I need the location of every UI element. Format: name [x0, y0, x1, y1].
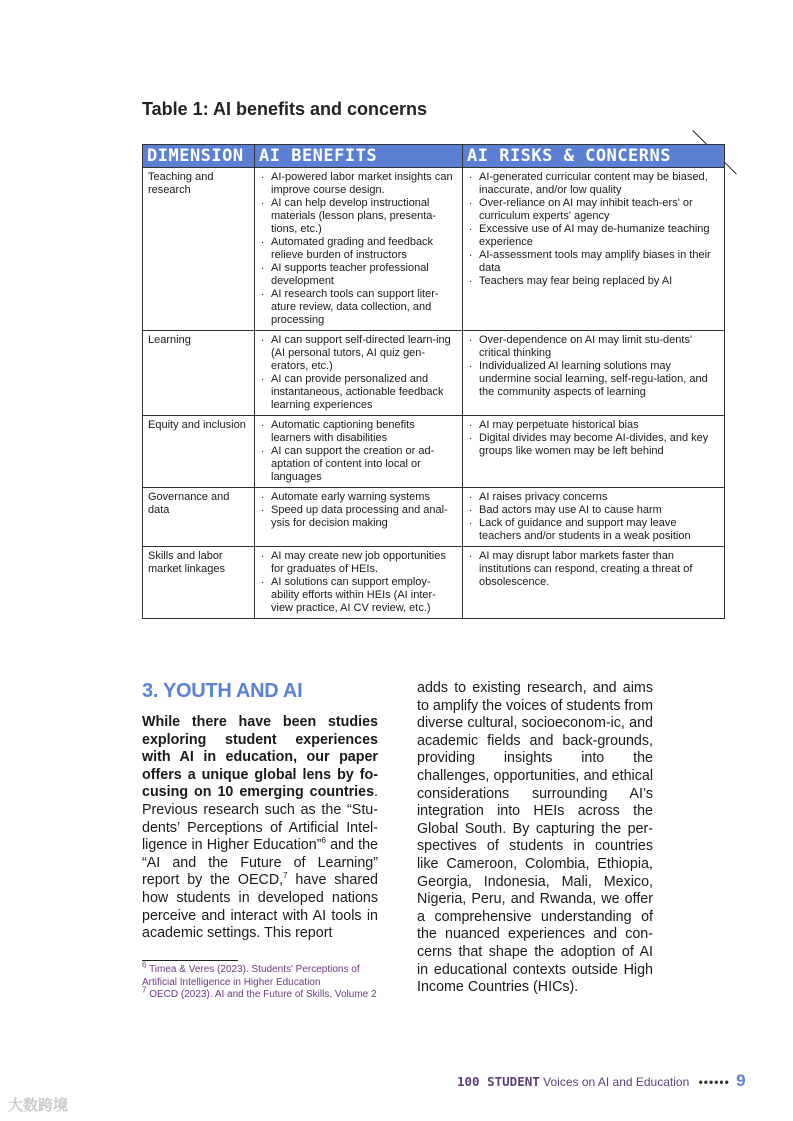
list-item: . AI may create new job opportunities for graduates of HEIs.	[260, 550, 457, 576]
dimension-cell: Governance and data	[143, 488, 255, 547]
footnote-ref: 6	[321, 836, 326, 846]
list-item: . AI solutions can support employ-ability efforts within HEIs (AI inter-view practice, AI CV review, etc.)	[260, 576, 457, 615]
list-item: . Over-dependence on AI may limit stu-dents' critical thinking	[468, 334, 719, 360]
dimension-cell: Learning	[143, 331, 255, 416]
list-item: . Automated grading and feedback relieve burden of instructors	[260, 236, 457, 262]
benefits-cell	[255, 547, 463, 619]
list-item: . Individualized AI learning solutions may undermine social learning, self-regu-lation, and the community aspects of learning	[468, 360, 719, 399]
section-paragraph-left	[142, 714, 378, 943]
intro-bold: While there have been studies exploring student experiences with AI in education, our paper offers a unique global lens by fo-cusing on 10 emerging countries	[142, 714, 378, 801]
column-header: AI BENEFITS	[255, 145, 463, 168]
dimension-cell: Skills and labor market linkages	[143, 547, 255, 619]
list-item: . AI can provide personalized and instantaneous, actionable feedback learning experiences	[260, 373, 457, 412]
benefits-concerns-table	[142, 144, 725, 619]
list-item: . AI raises privacy concerns	[468, 491, 719, 504]
footnote-ref: 7	[283, 871, 288, 881]
list-item: . AI-assessment tools may amplify biases in their data	[468, 249, 719, 275]
list-item: . Bad actors may use AI to cause harm	[468, 504, 719, 517]
benefits-cell	[255, 488, 463, 547]
column-header: DIMENSION	[143, 145, 255, 168]
footnote: $^6$ Timea & Veres (2023). Students' Perceptions of Artificial Intelligence in Higher Education	[142, 960, 360, 988]
table-row	[143, 168, 725, 331]
list-item: . Digital divides may become AI-divides, and key groups like women may be left behind	[468, 432, 719, 458]
table-row	[143, 331, 725, 416]
list-item: . AI-generated curricular content may be biased, inaccurate, and/or low quality	[468, 171, 719, 197]
table-title: Table 1: AI benefits and concerns	[142, 99, 428, 119]
risks-cell	[463, 331, 725, 416]
list-item: . AI may perpetuate historical bias	[468, 419, 719, 432]
dimension-cell: Teaching and research	[143, 168, 255, 331]
section-paragraph-right: adds to existing research, and aims to amplify the voices of students from diverse cultural, socioeconom-ic, and academic fields and back-grounds, providing insights into the challenges, opportunities, and ethical considerations surrounding AI’s integration into HEIs across the Global South. By capturing the per-spectives of students in countries like Cameroon, Colombia, Ethiopia, Georgia, Indonesia, Mali, Mexico, Nigeria, Peru, and Rwanda, we offer a comprehensive understanding of the nuanced experiences and con-cerns that shape the adoption of AI in educational contexts outside High Income Countries (HICs).	[417, 680, 654, 996]
list-item: . Excessive use of AI may de-humanize teaching experience	[468, 223, 719, 249]
benefits-cell	[255, 168, 463, 331]
list-item: . AI supports teacher professional development	[260, 262, 457, 288]
risks-cell	[463, 416, 725, 488]
footnote: $^7$ OECD (2023). AI and the Future of Skills, Volume 2	[142, 985, 377, 1000]
risks-cell	[463, 547, 725, 619]
list-item: . Automate early warning systems	[260, 491, 457, 504]
risks-cell	[463, 168, 725, 331]
list-item: . AI can support self-directed learn-ing (AI personal tutors, AI quiz gen-erators, etc.)	[260, 334, 457, 373]
page-number: 9	[736, 1071, 746, 1090]
footnotes	[142, 960, 392, 1002]
list-item: . Over-reliance on AI may inhibit teach-ers' or curriculum experts' agency	[468, 197, 719, 223]
table-row	[143, 416, 725, 488]
table-row	[143, 488, 725, 547]
footer-brand: 100 STUDENT	[457, 1074, 540, 1089]
list-item: . AI may disrupt labor markets faster than institutions can respond, creating a threat of obsolescence.	[468, 550, 719, 589]
benefits-cell	[255, 331, 463, 416]
section-heading: 3. YOUTH AND AI	[142, 680, 303, 702]
list-item: . Teachers may fear being replaced by AI	[468, 275, 719, 288]
footer-dots: ••••••	[698, 1075, 730, 1089]
risks-cell	[463, 488, 725, 547]
list-item: . AI can help develop instructional materials (lesson plans, presenta-tions, etc.)	[260, 197, 457, 236]
text: and the “AI and the Future of Learning” report by the OECD,	[142, 837, 378, 889]
list-item: . Automatic captioning benefits learners with disabilities	[260, 419, 457, 445]
column-header: AI RISKS & CONCERNS	[463, 145, 725, 168]
watermark: 大数跨境	[8, 1097, 69, 1114]
page-footer	[457, 1071, 746, 1091]
list-item: . Speed up data processing and anal-ysis for decision making	[260, 504, 457, 530]
list-item: . AI-powered labor market insights can improve course design.	[260, 171, 457, 197]
list-item: . AI research tools can support liter-ature review, data collection, and processing	[260, 288, 457, 327]
footer-subtitle: Voices on AI and Education	[543, 1075, 690, 1089]
text: . Previous research such as the “Stu-dents’ Perceptions of Artificial Intel-ligence in Higher Education”	[142, 784, 378, 854]
text: have shared how students in developed nations perceive and interact with AI tools in academic settings. This report	[142, 872, 378, 942]
footnote-divider	[142, 960, 238, 961]
table-row	[143, 547, 725, 619]
list-item: . Lack of guidance and support may leave teachers and/or students in a weak position	[468, 517, 719, 543]
benefits-cell	[255, 416, 463, 488]
dimension-cell: Equity and inclusion	[143, 416, 255, 488]
list-item: . AI can support the creation or ad-aptation of content into local or languages	[260, 445, 457, 484]
